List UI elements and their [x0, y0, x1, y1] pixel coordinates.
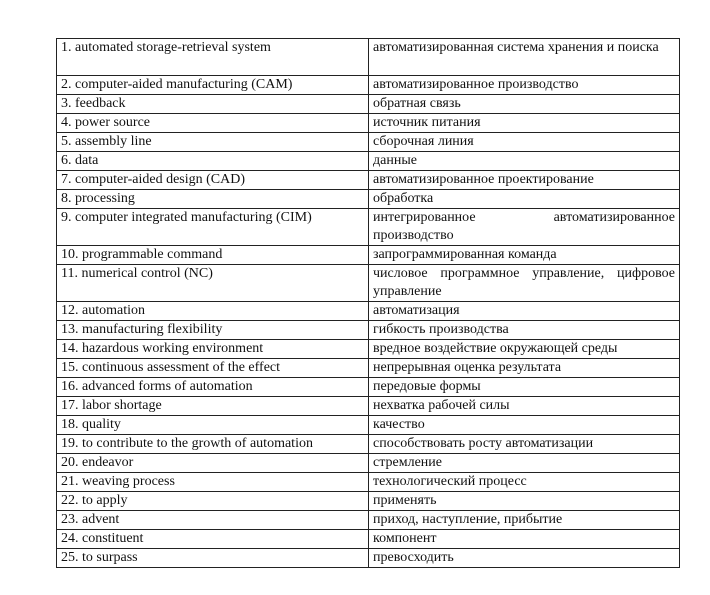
term-russian: компонент — [369, 530, 680, 549]
term-russian: передовые формы — [369, 378, 680, 397]
table-row — [57, 171, 680, 190]
term-russian: автоматизированная система хранения и поиска — [369, 39, 680, 76]
term-russian: интегрированное автоматизированное производство — [369, 209, 680, 246]
term-english: 21. weaving process — [57, 473, 369, 492]
table-row — [57, 76, 680, 95]
term-russian: сборочная линия — [369, 133, 680, 152]
table-row — [57, 416, 680, 435]
term-english: 9. computer integrated manufacturing (CIM) — [57, 209, 369, 246]
table-row — [57, 133, 680, 152]
term-english: 15. continuous assessment of the effect — [57, 359, 369, 378]
term-english: 14. hazardous working environment — [57, 340, 369, 359]
term-russian: превосходить — [369, 549, 680, 568]
table-row — [57, 152, 680, 171]
table-row — [57, 321, 680, 340]
term-english: 7. computer-aided design (CAD) — [57, 171, 369, 190]
term-russian: непрерывная оценка результата — [369, 359, 680, 378]
table-row — [57, 473, 680, 492]
term-english: 12. automation — [57, 302, 369, 321]
term-russian: числовое программное управление, цифровое управление — [369, 265, 680, 302]
table-row — [57, 114, 680, 133]
term-english: 16. advanced forms of automation — [57, 378, 369, 397]
term-english: 19. to contribute to the growth of automation — [57, 435, 369, 454]
glossary-table — [56, 38, 680, 568]
term-russian: стремление — [369, 454, 680, 473]
term-russian: приход, наступление, прибытие — [369, 511, 680, 530]
term-english: 2. computer-aided manufacturing (CAM) — [57, 76, 369, 95]
table-row — [57, 39, 680, 76]
term-english: 5. assembly line — [57, 133, 369, 152]
table-row — [57, 246, 680, 265]
term-english: 1. automated storage-retrieval system — [57, 39, 369, 76]
term-russian: применять — [369, 492, 680, 511]
table-row — [57, 454, 680, 473]
term-english: 23. advent — [57, 511, 369, 530]
term-english: 18. quality — [57, 416, 369, 435]
term-russian: нехватка рабочей силы — [369, 397, 680, 416]
term-english: 4. power source — [57, 114, 369, 133]
table-row — [57, 397, 680, 416]
term-russian: автоматизированное проектирование — [369, 171, 680, 190]
term-russian: обратная связь — [369, 95, 680, 114]
table-row — [57, 265, 680, 302]
term-english: 8. processing — [57, 190, 369, 209]
term-russian: вредное воздействие окружающей среды — [369, 340, 680, 359]
table-row — [57, 511, 680, 530]
term-russian: автоматизированное производство — [369, 76, 680, 95]
term-english: 17. labor shortage — [57, 397, 369, 416]
table-row — [57, 340, 680, 359]
term-russian: гибкость производства — [369, 321, 680, 340]
term-english: 25. to surpass — [57, 549, 369, 568]
term-russian: источник питания — [369, 114, 680, 133]
term-russian: качество — [369, 416, 680, 435]
term-russian: способствовать росту автоматизации — [369, 435, 680, 454]
term-english: 24. constituent — [57, 530, 369, 549]
term-russian: автоматизация — [369, 302, 680, 321]
term-english: 22. to apply — [57, 492, 369, 511]
table-row — [57, 530, 680, 549]
term-english: 13. manufacturing flexibility — [57, 321, 369, 340]
term-english: 3. feedback — [57, 95, 369, 114]
term-russian: технологический процесс — [369, 473, 680, 492]
glossary-table-body — [57, 39, 680, 568]
term-english: 6. data — [57, 152, 369, 171]
term-russian: данные — [369, 152, 680, 171]
term-english: 11. numerical control (NC) — [57, 265, 369, 302]
table-row — [57, 435, 680, 454]
table-row — [57, 209, 680, 246]
term-russian: обработка — [369, 190, 680, 209]
table-row — [57, 190, 680, 209]
table-row — [57, 549, 680, 568]
term-russian: запрограммированная команда — [369, 246, 680, 265]
table-row — [57, 302, 680, 321]
term-english: 20. endeavor — [57, 454, 369, 473]
table-row — [57, 492, 680, 511]
table-row — [57, 359, 680, 378]
term-english: 10. programmable command — [57, 246, 369, 265]
table-row — [57, 95, 680, 114]
table-row — [57, 378, 680, 397]
